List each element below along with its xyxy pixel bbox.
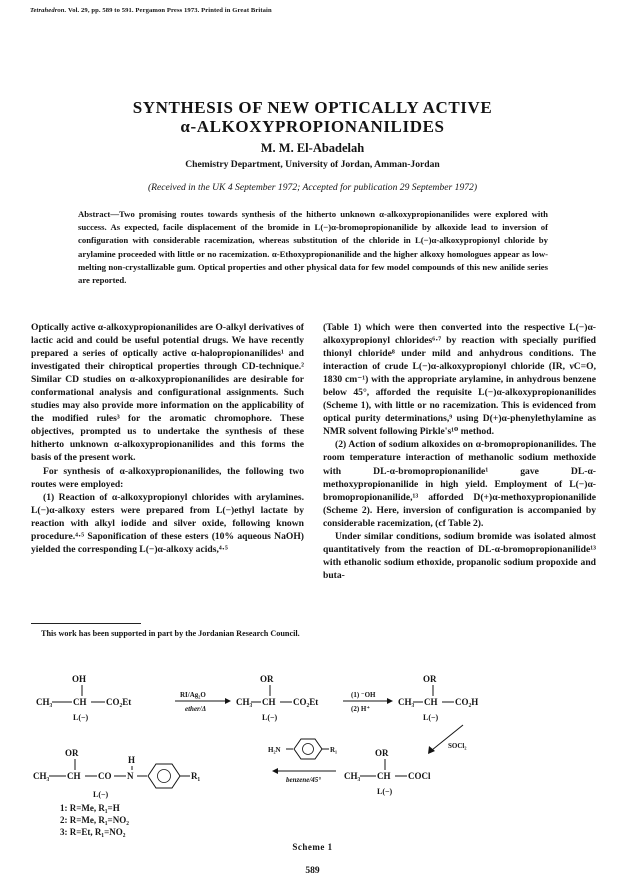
footnote-rule [31, 623, 141, 624]
methine-label: CH [424, 697, 438, 707]
acid-chloride-label: COCl [408, 771, 431, 781]
carbonyl-label: CO [98, 771, 112, 781]
body-paragraph: Under similar conditions, sodium bromide was isolated almost quantitatively from the reaction of DL-α-bromopropionanilide¹³ with ethanolic sodium ethoxide, propanolic sodium propoxide and buta- [323, 530, 596, 581]
left-column [31, 321, 304, 556]
methine-label: CH [73, 697, 87, 707]
config-label: L(−) [377, 787, 393, 796]
methyl-label: CH₃ [33, 771, 50, 781]
abstract [78, 208, 548, 287]
substituent-label: R₁ [191, 771, 201, 781]
methine-label: CH [377, 771, 391, 781]
affiliation: Chemistry Department, University of Jordan, Amman-Jordan [185, 159, 440, 170]
footnote: This work has been supported in part by the Jordanian Research Council. [41, 629, 300, 638]
substituent-label: R₁ [330, 746, 338, 754]
journal-citation: Vol. 29, pp. 589 to 591. Pergamon Press 1973. Printed in Great Britain [66, 7, 272, 14]
benzene-ring [148, 764, 180, 788]
config-label: L(−) [73, 713, 89, 722]
journal-name: Tetrahedron. [30, 7, 67, 14]
scheme-caption: Scheme 1 [292, 842, 333, 852]
alkoxy-label: OR [65, 748, 79, 758]
compound-2: 2: R=Me, R₁=NO₂ [60, 815, 129, 825]
reaction-scheme [30, 670, 595, 845]
methyl-label: CH₃ [398, 697, 415, 707]
body-paragraph: (2) Action of sodium alkoxides on α-bromopropionanilides. The room temperature interaction of methanolic sodium methoxide with DL-α-bromopropionanilide¹ gave DL-α-methoxypropionanilide in high yield. Employment of L(−)α-bromopropionanilide,¹³ afforded D(+)α-methoxypropionanilide (Scheme 2). Here, inversion of configuration is accompanied by considerable racemization, (cf Table 2). [323, 439, 596, 529]
page-number: 589 [305, 866, 320, 876]
methine-label: CH [67, 771, 81, 781]
ester-label: CO₂Et [293, 697, 319, 707]
body-paragraph: (Table 1) which were then converted into the respective L(−)α-alkoxypropionyl chlorides⁶·⁷ by reaction with specially purified thionyl chloride⁸ under mild and anhydrous conditions. The interaction of crude L(−)α-alkoxypropionyl chloride (IR, νC=O, 1830 cm⁻¹) with the appropriate arylamine, in anhydrous benzene below 45°, afforded the requisite L(−)α-alkoxypropionanilides (Scheme 1), with little or no racemization. This is evidenced from optical purity determinations,⁹ using D(+)α-phenylethylamine as NMR solvent following Pirkle's¹⁰ method. [323, 322, 596, 438]
amide-hydrogen-label: H [128, 755, 136, 765]
reagent-label: SOCl₂ [448, 742, 467, 750]
aromatic-circle [158, 770, 171, 783]
running-header [30, 7, 272, 14]
config-label: L(−) [93, 790, 109, 799]
alkoxy-label: OR [260, 674, 274, 684]
methyl-label: CH₃ [344, 771, 361, 781]
benzene-ring [294, 739, 322, 759]
config-label: L(−) [262, 713, 278, 722]
arrowhead [225, 698, 231, 704]
reagent-label: ether/Δ [185, 705, 207, 713]
alkoxy-label: OR [423, 674, 437, 684]
paper-title-line-1: SYNTHESIS OF NEW OPTICALLY ACTIVE [132, 98, 493, 117]
arrowhead [272, 768, 278, 774]
body-paragraph: (1) Reaction of α-alkoxypropionyl chlorides with arylamines. L(−)α-alkoxy esters were prepared from L(−)ethyl lactate by reaction with alkyl iodide and silver oxide, following known procedure.⁴·⁵ Saponification of these esters (10% aqueous NaOH) yielded the corresponding L(−)α-alkoxy acids,⁴·⁵ [31, 491, 304, 555]
arrowhead [387, 698, 393, 704]
methine-label: CH [262, 697, 276, 707]
right-column [323, 321, 596, 582]
methyl-label: CH₃ [236, 697, 253, 707]
compound-3: 3: R=Et, R₁=NO₂ [60, 827, 126, 837]
hydroxy-label: OH [72, 674, 87, 684]
paper-title-line-2: α-ALKOXYPROPIONANILIDES [180, 117, 445, 136]
abstract-text: —Two promising routes towards synthesis of the hitherto unknown α-alkoxypropionanilides were explored with success. As expected, facile displacement of the bromide in L(−)α-bromopropionanilide by alkoxide lead to inversion of configuration with considerable racemization, whereas substitution of the chloride in L(−)α-alkoxypropionyl chloride by arylamine proceeded with little or no racemization. α-Ethoxypropionanilide and the higher alkoxy homologues appear as low-melting non-crystallizable gum. Optical properties and other physical data for few model compounds of this new anilide series are reported. [78, 209, 548, 286]
body-paragraph: Optically active α-alkoxypropionanilides are O-alkyl derivatives of lactic acid and could be useful potential drugs. We have recently prepared a series of optically active α-halopropionanilides¹ and investigated their chiroptical properties through CD-technique.² Similar CD studies on α-alkoxypropionanilides are desirable for conformational analysis and configurational assignments. Such studies may also provide more information on the applicability of the modified rules³ for the aromatic chromophore. These objectives, prompted us to undertake the synthesis of these hitherto unknown α-alkoxypropionanilides and this forms the basis of the present work. [31, 322, 304, 464]
abstract-label: Abstract [78, 209, 111, 219]
reagent-label: (1) ⁻OH [351, 691, 376, 699]
alkoxy-label: OR [375, 748, 389, 758]
aromatic-circle [303, 744, 314, 755]
methyl-label: CH₃ [36, 697, 53, 707]
received-dates: (Received in the UK 4 September 1972; Accepted for publication 29 September 1972) [147, 182, 478, 193]
arrowhead [428, 746, 435, 754]
author: M. M. El-Abadelah [260, 141, 365, 155]
config-label: L(−) [423, 713, 439, 722]
amide-nitrogen-label: N [127, 771, 134, 781]
reagent-label: benzene/45° [286, 776, 322, 784]
reagent-label: H₂N [268, 746, 281, 754]
compound-1: 1: R=Me, R₁=H [60, 803, 120, 813]
acid-label: CO₂H [455, 697, 479, 707]
reagent-label: RI/Ag₂O [180, 691, 206, 699]
ester-label: CO₂Et [106, 697, 132, 707]
reagent-label: (2) H⁺ [351, 705, 371, 713]
body-paragraph: For synthesis of α-alkoxypropionanilides, the following two routes were employed: [31, 465, 304, 490]
